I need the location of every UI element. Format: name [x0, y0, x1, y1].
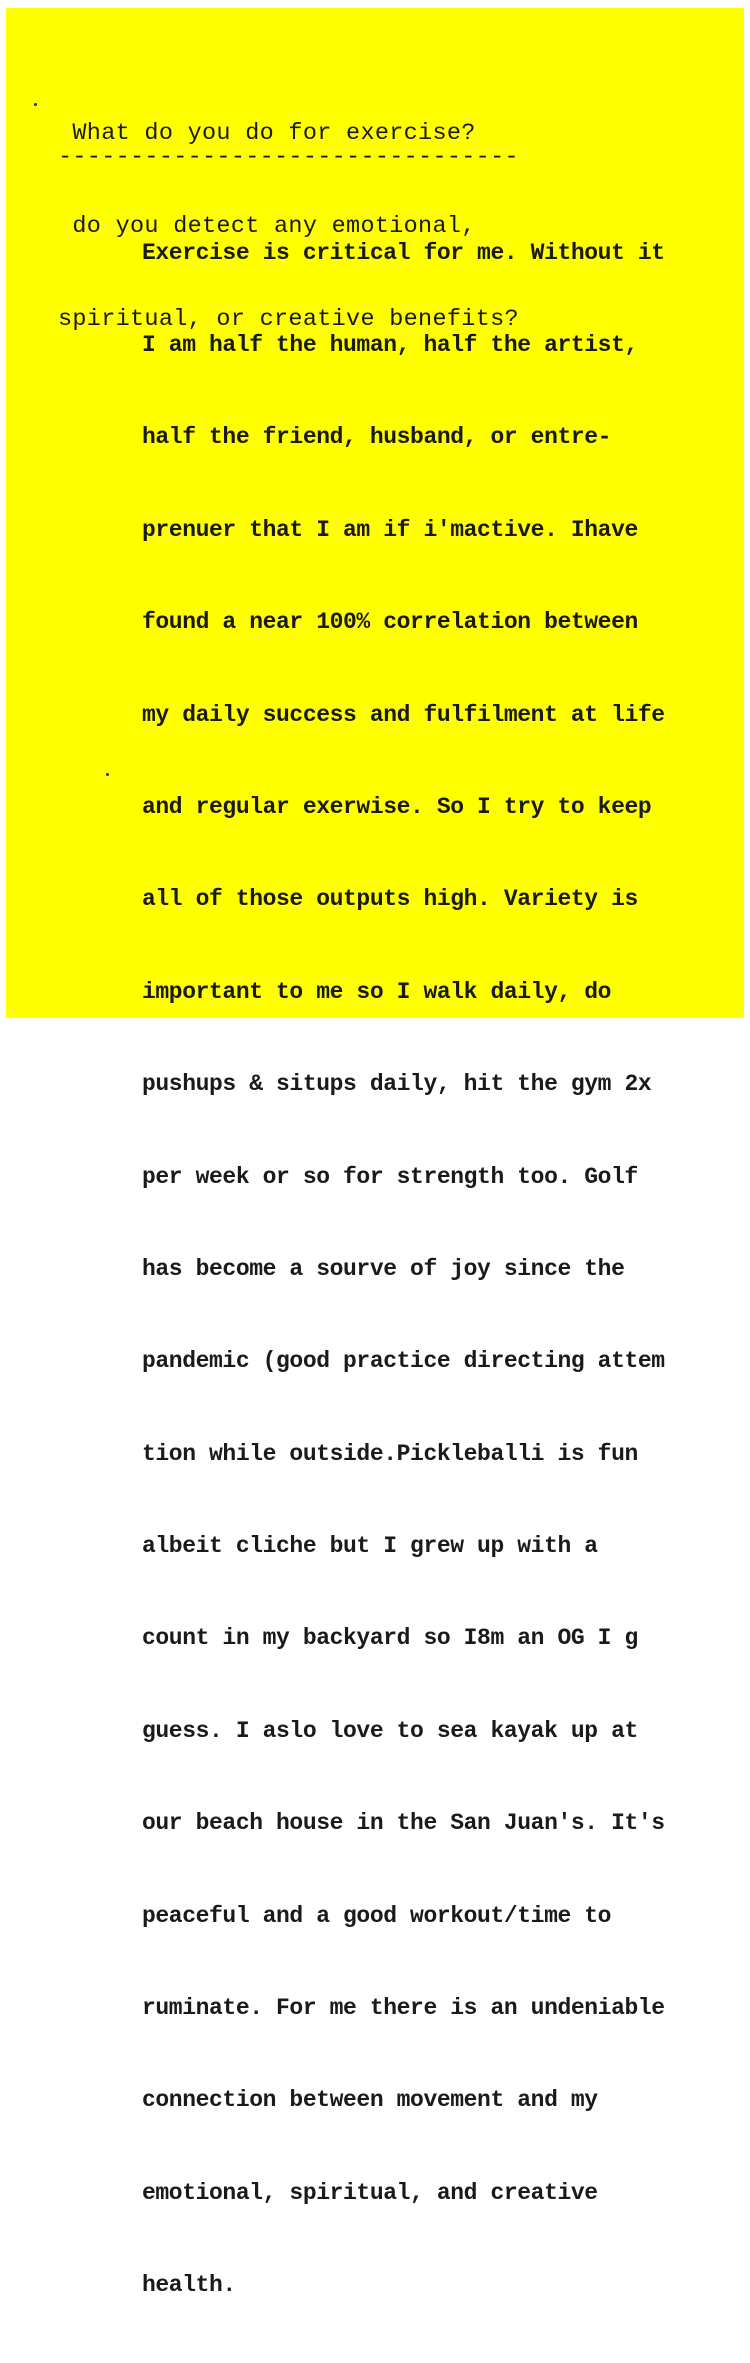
- answer-line: connection between movement and my: [142, 2087, 598, 2114]
- dashed-divider: --------------------------------: [58, 144, 519, 171]
- ink-speck: [106, 773, 109, 776]
- answer-line: per week or so for strength too. Golf: [142, 1163, 638, 1190]
- answer-line: ruminate. For me there is an undeniable: [142, 1995, 665, 2022]
- answer-line: emotional, spiritual, and creative: [142, 2179, 598, 2206]
- answer-line: has become a sourve of joy since the: [142, 1255, 625, 1282]
- answer-line: found a near 100% correlation between: [142, 609, 638, 636]
- answer-line: our beach house in the San Juan's. It's: [142, 1810, 665, 1837]
- answer-line: health.: [142, 2272, 236, 2299]
- answer-line: important to me so I walk daily, do: [142, 978, 612, 1005]
- answer-line: prenuer that I am if i'mactive. Ihave: [142, 516, 638, 543]
- answer-line: I am half the human, half the artist,: [142, 331, 638, 358]
- answer-line: half the friend, husband, or entre-: [142, 424, 612, 451]
- answer-block: [142, 176, 665, 2363]
- answer-line: tion while outside.Pickleballi is fun: [142, 1440, 638, 1467]
- answer-line: Exercise is critical for me. Without it: [142, 239, 665, 266]
- ink-speck: [34, 103, 37, 106]
- question-line-2: do you detect any emotional,: [58, 213, 476, 240]
- answer-line: peaceful and a good workout/time to: [142, 1902, 612, 1929]
- answer-line: all of those outputs high. Variety is: [142, 886, 638, 913]
- answer-line: pushups & situps daily, hit the gym 2x: [142, 1071, 652, 1098]
- answer-line: and regular exerwise. So I try to keep: [142, 793, 652, 820]
- answer-line: my daily success and fulfilment at life: [142, 701, 665, 728]
- answer-line: pandemic (good practice directing attem: [142, 1348, 665, 1375]
- answer-line: count in my backyard so I8m an OG I g: [142, 1625, 638, 1652]
- question-line-1: What do you do for exercise?: [58, 120, 476, 147]
- answer-line: guess. I aslo love to sea kayak up at: [142, 1717, 638, 1744]
- answer-line: albeit cliche but I grew up with a: [142, 1533, 598, 1560]
- question-line-3: spiritual, or creative benefits?: [58, 306, 519, 333]
